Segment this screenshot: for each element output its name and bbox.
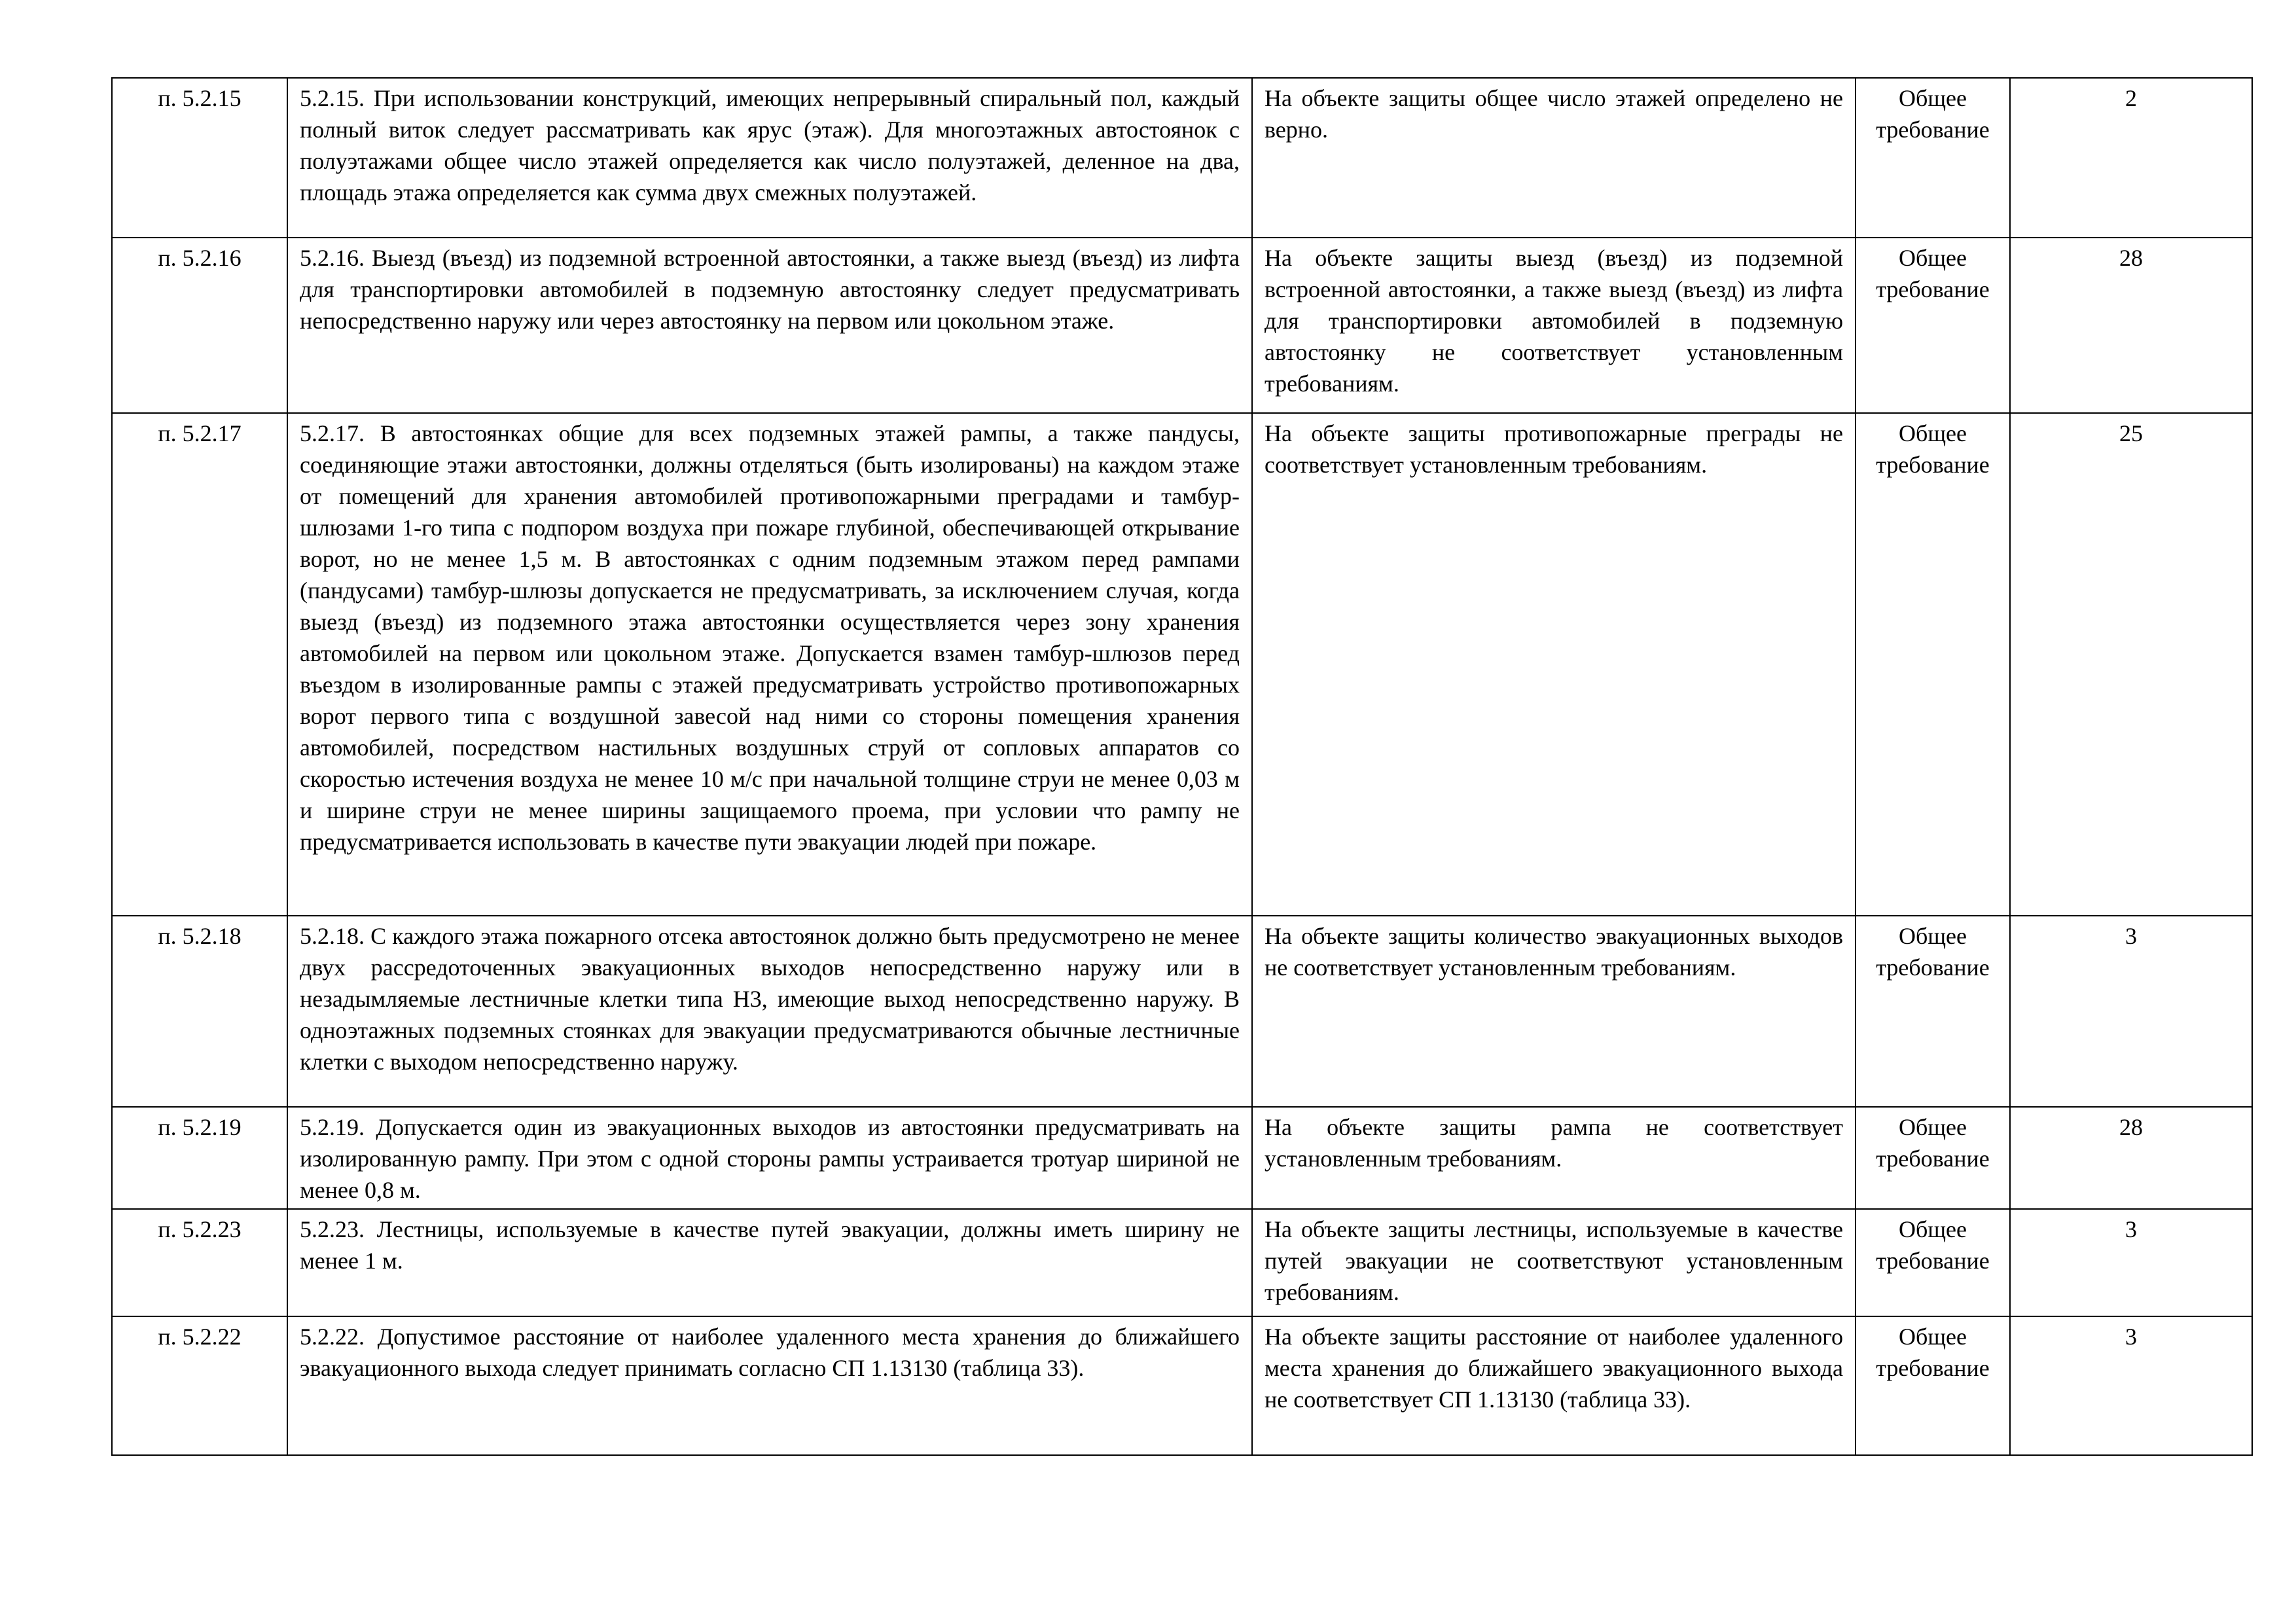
finding-cell: На объекте защиты противопожарные преграды не соответствует установленным требованиям. (1252, 413, 1856, 916)
table-row (112, 1209, 2252, 1316)
number-cell: 28 (2010, 1107, 2252, 1209)
requirement-type-cell: Общее требование (1856, 916, 2010, 1107)
requirement-type-cell: Общее требование (1856, 413, 2010, 916)
clause-cell: п. 5.2.23 (112, 1209, 287, 1316)
clause-cell: п. 5.2.17 (112, 413, 287, 916)
requirement-type-cell: Общее требование (1856, 1107, 2010, 1209)
requirement-cell: 5.2.22. Допустимое расстояние от наиболее удаленного места хранения до ближайшего эвакуационного выхода следует принимать согласно СП 1.13130 (таблица 33). (287, 1316, 1252, 1455)
number-cell: 28 (2010, 238, 2252, 413)
table-row (112, 413, 2252, 916)
table-row (112, 238, 2252, 413)
table-row (112, 78, 2252, 238)
number-cell: 3 (2010, 1209, 2252, 1316)
requirements-table (111, 77, 2253, 1456)
requirement-cell: 5.2.19. Допускается один из эвакуационных выходов из автостоянки предусматривать на изолированную рампу. При этом с одной стороны рампы устраивается тротуар шириной не менее 0,8 м. (287, 1107, 1252, 1209)
finding-cell: На объекте защиты рампа не соответствует установленным требованиям. (1252, 1107, 1856, 1209)
finding-cell: На объекте защиты расстояние от наиболее удаленного места хранения до ближайшего эвакуационного выхода не соответствует СП 1.13130 (таблица 33). (1252, 1316, 1856, 1455)
table-row (112, 1316, 2252, 1455)
clause-cell: п. 5.2.16 (112, 238, 287, 413)
number-cell: 3 (2010, 1316, 2252, 1455)
table-row (112, 1107, 2252, 1209)
requirement-type-cell: Общее требование (1856, 1316, 2010, 1455)
clause-cell: п. 5.2.19 (112, 1107, 287, 1209)
requirement-cell: 5.2.16. Выезд (въезд) из подземной встроенной автостоянки, а также выезд (въезд) из лифта для транспортировки автомобилей в подземную автостоянку следует предусматривать непосредственно наружу или через автостоянку на первом или цокольном этаже. (287, 238, 1252, 413)
number-cell: 3 (2010, 916, 2252, 1107)
table-row (112, 916, 2252, 1107)
clause-cell: п. 5.2.18 (112, 916, 287, 1107)
finding-cell: На объекте защиты общее число этажей определено не верно. (1252, 78, 1856, 238)
finding-cell: На объекте защиты лестницы, используемые в качестве путей эвакуации не соответствуют установленным требованиям. (1252, 1209, 1856, 1316)
finding-cell: На объекте защиты выезд (въезд) из подземной встроенной автостоянки, а также выезд (въезд) из лифта для транспортировки автомобилей в подземную автостоянку не соответствует установленным требованиям. (1252, 238, 1856, 413)
requirement-type-cell: Общее требование (1856, 238, 2010, 413)
clause-cell: п. 5.2.15 (112, 78, 287, 238)
requirement-cell: 5.2.23. Лестницы, используемые в качестве путей эвакуации, должны иметь ширину не менее 1 м. (287, 1209, 1252, 1316)
requirement-cell: 5.2.17. В автостоянках общие для всех подземных этажей рампы, а также пандусы, соединяющие этажи автостоянки, должны отделяться (быть изолированы) на каждом этаже от помещений для хранения автомобилей противопожарными преградами и тамбур-шлюзами 1-го типа с подпором воздуха при пожаре глубиной, обеспечивающей открывание ворот, но не менее 1,5 м. В автостоянках с одним подземным этажом перед рампами (пандусами) тамбур-шлюзы допускается не предусматривать, за исключением случая, когда выезд (въезд) из подземного этажа автостоянки осуществляется через зону хранения автомобилей на первом или цокольном этаже. Допускается взамен тамбур-шлюзов перед въездом в изолированные рампы с этажей предусматривать устройство противопожарных ворот первого типа с воздушной завесой над ними со стороны помещения хранения автомобилей, посредством настильных воздушных струй от сопловых аппаратов со скоростью истечения воздуха не менее 10 м/с при начальной толщине струи не менее 0,03 м и ширине струи не менее ширины защищаемого проема, при условии что рампу не предусматривается использовать в качестве пути эвакуации людей при пожаре. (287, 413, 1252, 916)
requirement-cell: 5.2.18. С каждого этажа пожарного отсека автостоянок должно быть предусмотрено не менее двух рассредоточенных эвакуационных выходов непосредственно наружу или в незадымляемые лестничные клетки типа Н3, имеющие выход непосредственно наружу. В одноэтажных подземных стоянках для эвакуации предусматриваются обычные лестничные клетки с выходом непосредственно наружу. (287, 916, 1252, 1107)
finding-cell: На объекте защиты количество эвакуационных выходов не соответствует установленным требованиям. (1252, 916, 1856, 1107)
number-cell: 2 (2010, 78, 2252, 238)
requirement-type-cell: Общее требование (1856, 78, 2010, 238)
clause-cell: п. 5.2.22 (112, 1316, 287, 1455)
number-cell: 25 (2010, 413, 2252, 916)
requirement-type-cell: Общее требование (1856, 1209, 2010, 1316)
requirement-cell: 5.2.15. При использовании конструкций, имеющих непрерывный спиральный пол, каждый полный виток следует рассматривать как ярус (этаж). Для многоэтажных автостоянок с полуэтажами общее число этажей определяется как число полуэтажей, деленное на два, площадь этажа определяется как сумма двух смежных полуэтажей. (287, 78, 1252, 238)
